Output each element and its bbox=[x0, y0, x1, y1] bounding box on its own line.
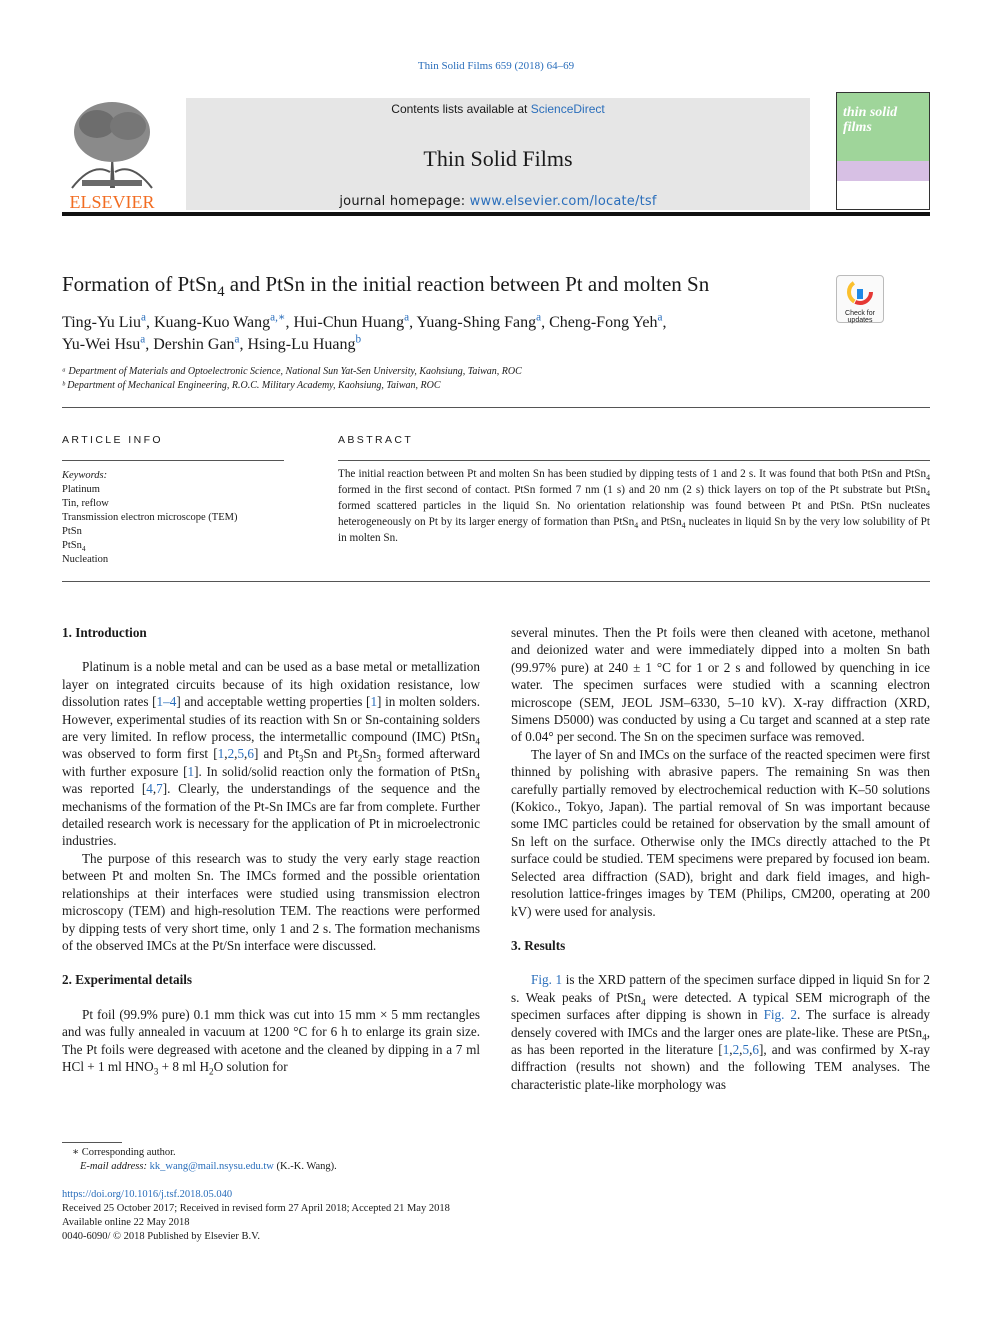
cover-title: thin solid films bbox=[843, 105, 898, 135]
journal-header bbox=[62, 92, 930, 216]
tree-icon bbox=[62, 92, 162, 190]
keywords-list bbox=[62, 483, 302, 567]
email-suffix: (K.-K. Wang). bbox=[273, 1161, 337, 1172]
doi-link[interactable]: https://doi.org/10.1016/j.tsf.2018.05.040 bbox=[62, 1189, 233, 1200]
experimental-paragraph-2: several minutes. Then the Pt foils were then cleaned with acetone, methanol and deionized water and were immediately dipped into a molten Sn bath (99.97% pure) at 240 ± 1 °C for 1 or 2 s and followed by quenching in ice water. The specimen surfaces were studied with a scanning electron microscope (SEM, JEOL JSM–6330, 5–10 kV). X-ray diffraction (XRD, Simens D5000) was conducted by using a Cu target and scanned at a step rate of 0.04° per second. The Sn on the specimen surface was removed. bbox=[511, 625, 930, 745]
keyword-item: PtSn$_4$ bbox=[62, 540, 86, 554]
sciencedirect-link[interactable]: ScienceDirect bbox=[530, 102, 605, 116]
abstract-text: The initial reaction between Pt and molten Sn has been studied by dipping tests of 1 and 2 s. It was found that both PtSn and PtSn$_4$ formed in the first second of contact. PtSn formed 7 nm (1 s) and 20 nm (2 s) thick layers on top of the Pt substrate but PtSn$_4$ formed scattered particles in the liquid Sn. No orientation relationship was found between Pt and PtSn. PtSn nucleates heterogeneously on Pt by its larger energy of formation than PtSn$_4$ and PtSn$_4$ nucleates in liquid Sn by the very low solubility of Pt in molten Sn. bbox=[338, 468, 930, 544]
received-dates: Received 25 October 2017; Received in revised form 27 April 2018; Accepted 21 May 2018 bbox=[62, 1203, 450, 1214]
keyword-item: Tin, reflow bbox=[62, 498, 109, 509]
section-2-heading: 2. Experimental details bbox=[62, 972, 193, 988]
footnote-rule bbox=[62, 1142, 122, 1143]
email-link[interactable]: kk_wang@mail.nsysu.edu.tw bbox=[149, 1161, 274, 1172]
keyword-item: Transmission electron microscope (TEM) bbox=[62, 512, 238, 523]
email-label: E-mail address: bbox=[80, 1161, 150, 1172]
divider-bottom bbox=[62, 581, 930, 582]
results-paragraph-1: Fig. 1 is the XRD pattern of the specimen surface dipped in liquid Sn for 2 s. Weak peaks of PtSn$_4$ were detected. A typical SEM micrograph of the specimen surfaces after dipping is shown in Fig. 2. The surface is already densely covered with IMCs and the larger ones are plate-like. These are PtSn$_4$, as has been reported in the literature [1,2,5,6], and was confirmed by X-ray diffraction (results not shown) and the following TEM analyses. The characteristic plate-like morphology was bbox=[511, 972, 931, 1092]
contents-prefix: Contents lists available at bbox=[391, 102, 531, 116]
divider-top bbox=[62, 407, 930, 408]
check-updates-label: Check for updates bbox=[845, 310, 875, 324]
article-info-label: ARTICLE INFO bbox=[62, 434, 163, 446]
keyword-item: Nucleation bbox=[62, 554, 109, 565]
available-online: Available online 22 May 2018 bbox=[62, 1217, 190, 1228]
elsevier-logo bbox=[62, 92, 162, 210]
publication-info bbox=[62, 1188, 662, 1244]
corresponding-author-note: ∗ Corresponding author. bbox=[72, 1147, 176, 1158]
keyword-item: PtSn bbox=[62, 526, 82, 537]
elsevier-wordmark: ELSEVIER bbox=[69, 192, 155, 212]
abstract-rule bbox=[338, 460, 930, 461]
affiliation-b: ᵇ Department of Mechanical Engineering, R.O.C. Military Academy, Kaohsiung, Taiwan, ROC bbox=[62, 380, 441, 391]
keywords-label: Keywords: bbox=[62, 470, 108, 481]
section-3-heading: 3. Results bbox=[511, 937, 566, 953]
intro-paragraph-1: Platinum is a noble metal and can be used as a base metal or metallization layer on integrated circuits because of its high oxidation resistance, low dissolution rates [1–4] and acceptable wetting properties [1] in molten solders. However, experimental studies of its reaction with Sn or Sn-containing solders are very limited. In reflow process, the intermetallic compound (IMC) PtSn$_4$ was observed to form first [1,2,5,6] and $Pt_3Sn$ and $Pt_2Sn_3$ formed afterward with further exposure [1]. In solid/solid reaction only the formation of PtSn$_4$ was reported [4,7]. Clearly, the understandings of the sequence and the mechanisms of the formation of the Pt-Sn IMCs are far from complete. Further detailed research work is necessary for the application of Pt in microelectronic industries. bbox=[62, 659, 480, 849]
article-info-rule bbox=[62, 460, 284, 461]
contents-line bbox=[186, 102, 810, 116]
section-1-heading: 1. Introduction bbox=[62, 625, 147, 640]
article-title: Formation of PtSn$_4$ and PtSn in the initial reaction between Pt and molten Sn bbox=[62, 272, 710, 301]
check-updates-icon bbox=[847, 279, 873, 305]
email-note bbox=[62, 1160, 662, 1174]
experimental-paragraph-3: The layer of Sn and IMCs on the surface of the reacted specimen were first thinned by polishing with abrasive papers. The remaining Sn was then carefully partially removed by electrochemical reduction with K–50 solutions (Kokico., Tokyo, Japan). The partial removal of Sn was important because some IMC particles could be retained for observation by the small amount of Sn left on the surface. Otherwise only the IMCs directly attached to the Pt surface could be studied. TEM specimens were prepared by focused ion beam. Selected area diffraction (SAD), bright and dark field images, and high-resolution lattice-fringes images by TEM (Philips, CM200, operating at 200 kV) were used for analysis. bbox=[511, 746, 930, 919]
journal-name: Thin Solid Films bbox=[423, 146, 573, 171]
right-column bbox=[511, 624, 930, 1093]
author-list: Ting-Yu Liu$^a$, Kuang-Kuo Wang$^{a,∗}$, Hui-Chun Huang$^a$, Yuang-Shing Fang$^a$, Cheng-Fong Yeh$^a$, Yu-Wei Hsu$^a$, Dershin Gan$^a$, Hsing-Lu Huang$^b$ bbox=[62, 311, 667, 353]
footnotes bbox=[62, 1146, 662, 1174]
abstract-label: ABSTRACT bbox=[338, 434, 414, 446]
keyword-item: Platinum bbox=[62, 484, 100, 495]
homepage-link[interactable]: www.elsevier.com/locate/tsf bbox=[469, 194, 657, 209]
experimental-paragraph-1: Pt foil (99.9% pure) 0.1 mm thick was cut into 15 mm × 5 mm rectangles and was fully annealed in vacuum at 1200 °C for 6 h to enlarge its grain size. The Pt foils were degreased with acetone and the cleaned by dipping in a 7 ml HCl + 1 ml $HNO_3 + 8$ ml $H_2O$ solution for bbox=[62, 1006, 480, 1077]
keywords-block bbox=[62, 469, 302, 567]
left-column bbox=[62, 624, 480, 1075]
intro-paragraph-2: The purpose of this research was to study the very early stage reaction between Pt and molten Sn. The IMCs formed and the possible orientation relationships at their interfaces were studied using transmission electron microscopy (TEM) and high-resolution TEM. The reactions were performed by dipping tests of very short time, only 1 and 2 s. The formation mechanisms of the observed IMCs at the Pt/Sn interface were discussed. bbox=[62, 850, 480, 953]
affiliation-a: ᵃ Department of Materials and Optoelectronic Science, National Sun Yat-Sen University, Kaohsiung, Taiwan, ROC bbox=[62, 366, 522, 377]
check-for-updates-button[interactable] bbox=[836, 275, 884, 323]
journal-citation[interactable]: Thin Solid Films 659 (2018) 64–69 bbox=[417, 60, 575, 72]
journal-cover-image bbox=[836, 92, 930, 210]
cover-purple-band bbox=[837, 161, 929, 181]
homepage-line bbox=[186, 194, 810, 209]
copyright-line: 0040-6090/ © 2018 Published by Elsevier B.V. bbox=[62, 1231, 260, 1242]
journal-banner bbox=[186, 98, 810, 210]
homepage-prefix: journal homepage: bbox=[339, 194, 470, 209]
